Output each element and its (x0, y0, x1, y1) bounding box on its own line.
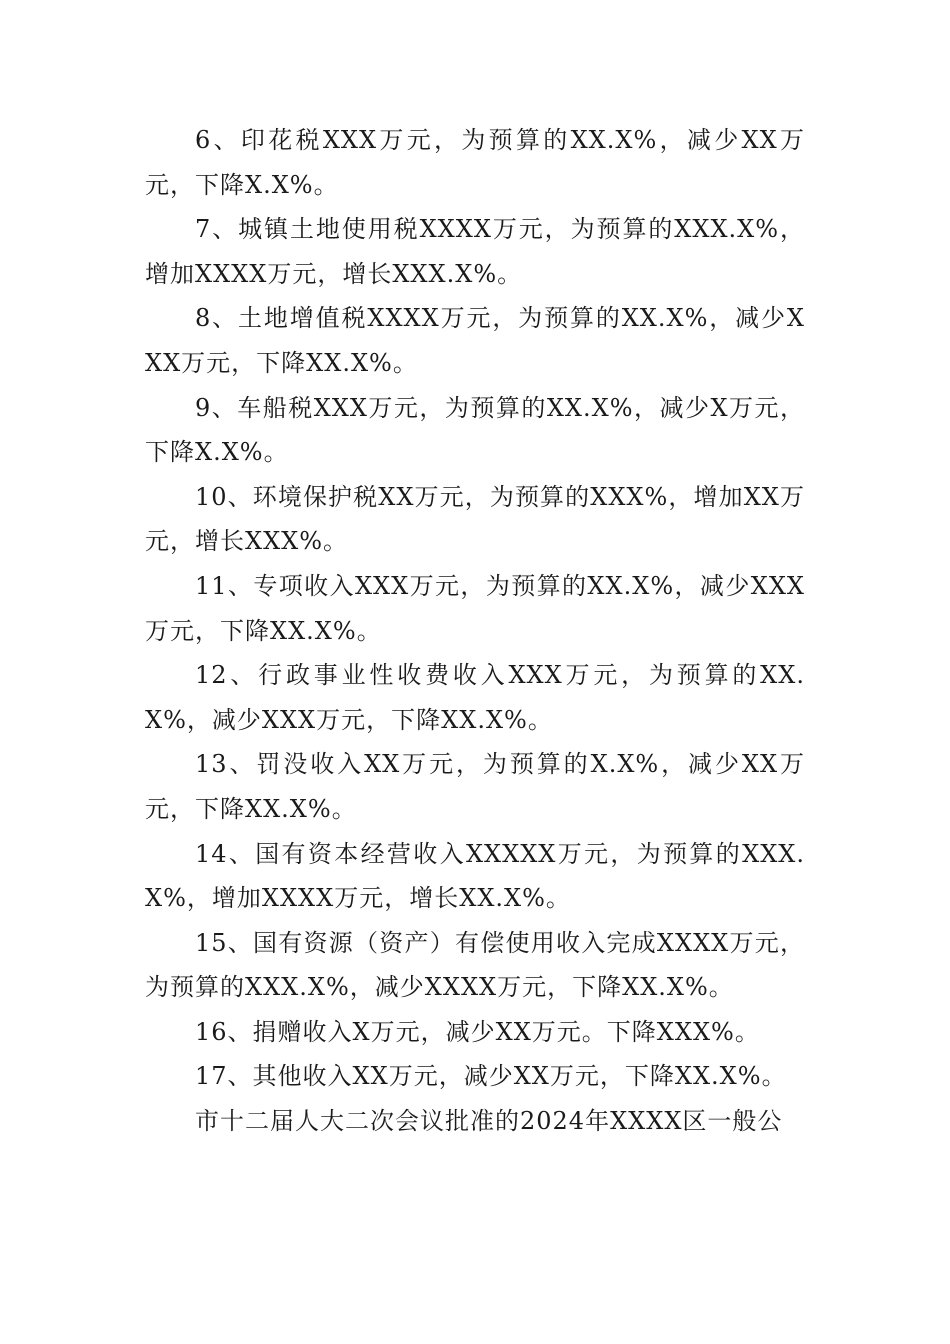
paragraph-budget-intro: 市十二届人大二次会议批准的2024年XXXX区一般公 (195, 1107, 783, 1136)
paragraph-item-13: 13、罚没收入XX万元，为预算的X.X%，减少XX万元，下降XX.X%。 (145, 750, 805, 823)
paragraph-item-10: 10、环境保护税XX万元，为预算的XXX%，增加XX万元，增长XXX%。 (145, 482, 805, 556)
document-body (145, 118, 805, 1144)
paragraph-item-12: 12、行政事业性收费收入XXX万元，为预算的XX.X%，减少XXX万元，下降XX.X%。 (145, 661, 805, 734)
paragraph-item-17: 17、其他收入XX万元，减少XX万元，下降XX.X%。 (195, 1062, 787, 1091)
paragraph-item-8: 8、土地增值税XXXX万元，为预算的XX.X%，减少XXX万元，下降XX.X%。 (145, 304, 805, 377)
paragraph-item-15: 15、国有资源（资产）有偿使用收入完成XXXX万元，为预算的XXX.X%，减少XXXX万元，下降XX.X%。 (145, 928, 805, 1002)
paragraph-item-16: 16、捐赠收入X万元，减少XX万元。下降XXX%。 (195, 1017, 760, 1046)
paragraph-item-6: 6、印花税XXX万元，为预算的XX.X%，减少XX万元，下降X.X%。 (145, 126, 805, 199)
paragraph-item-9: 9、车船税XXX万元，为预算的XX.X%，减少X万元，下降X.X%。 (145, 393, 805, 467)
paragraph-item-7: 7、城镇土地使用税XXXX万元，为预算的XXX.X%，增加XXXX万元，增长XXX.X%。 (145, 215, 805, 288)
paragraph-item-11: 11、专项收入XXX万元，为预算的XX.X%，减少XXX万元，下降XX.X%。 (145, 571, 805, 645)
paragraph-item-14: 14、国有资本经营收入XXXXX万元，为预算的XXX.X%，增加XXXX万元，增长XX.X%。 (145, 839, 805, 913)
